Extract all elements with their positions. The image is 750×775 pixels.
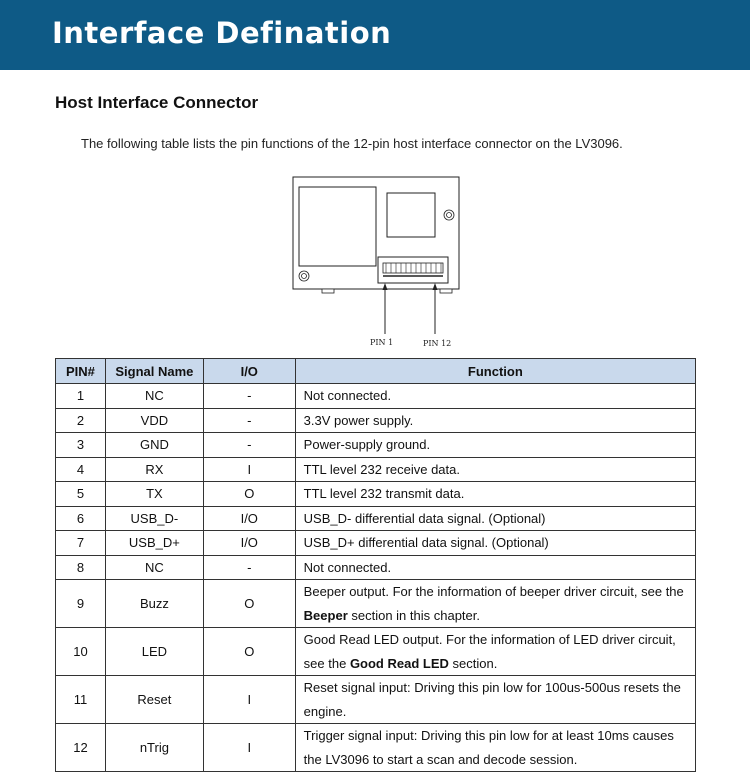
pin-number: 10 [56, 628, 106, 676]
section-title: Host Interface Connector [55, 93, 259, 112]
io-type: - [203, 555, 295, 580]
function-text: Beeper output. For the information of beeper driver circuit, see the [303, 584, 684, 599]
header-io: I/O [203, 359, 295, 384]
table-row [56, 457, 696, 482]
pin-number: 5 [56, 482, 106, 507]
function-text: section in this chapter. [347, 607, 480, 623]
io-type: I [203, 457, 295, 482]
function-text: section. [448, 655, 498, 671]
io-type: O [203, 628, 295, 676]
signal-name: LED [105, 628, 203, 676]
pin-number: 11 [56, 676, 106, 724]
banner-title: Interface Defination [52, 16, 392, 50]
table-row [56, 482, 696, 507]
io-type: O [203, 580, 295, 628]
pin12-label: PIN 12 [423, 339, 452, 348]
table-row [56, 628, 696, 676]
screw-icon [444, 210, 454, 220]
table-row [56, 408, 696, 433]
table-row [56, 555, 696, 580]
signal-name: NC [105, 384, 203, 409]
signal-name: GND [105, 433, 203, 458]
pin-number: 12 [56, 724, 106, 772]
function-emphasis: Good Read LED [349, 655, 449, 671]
header-pin: PIN# [56, 359, 106, 384]
pin-number: 2 [56, 408, 106, 433]
header-signal: Signal Name [105, 359, 203, 384]
function-desc: 3.3V power supply. [295, 408, 695, 433]
function-desc: Not connected. [295, 555, 695, 580]
io-type: I [203, 724, 295, 772]
screw-icon [299, 271, 309, 281]
function-desc: USB_D+ differential data signal. (Optional) [295, 531, 695, 556]
table-row [56, 676, 696, 724]
function-desc: Reset signal input: Driving this pin low for 100us-500us resets the engine. [295, 676, 695, 724]
table-row [56, 531, 696, 556]
signal-name: USB_D- [105, 506, 203, 531]
function-desc: Trigger signal input: Driving this pin low for at least 10ms causes the LV3096 to start a scan and decode session. [295, 724, 695, 772]
signal-name: nTrig [105, 724, 203, 772]
header-banner [0, 0, 750, 70]
signal-name: VDD [105, 408, 203, 433]
function-desc [295, 628, 695, 676]
pin-number: 6 [56, 506, 106, 531]
function-emphasis: Beeper [303, 607, 348, 623]
io-type: I [203, 676, 295, 724]
pin-number: 1 [56, 384, 106, 409]
table-row [56, 580, 696, 628]
header-function: Function [295, 359, 695, 384]
function-desc: Not connected. [295, 384, 695, 409]
function-desc: TTL level 232 transmit data. [295, 482, 695, 507]
pin-number: 8 [56, 555, 106, 580]
io-type: I/O [203, 506, 295, 531]
function-desc: USB_D- differential data signal. (Optional) [295, 506, 695, 531]
pin-number: 7 [56, 531, 106, 556]
pin-number: 3 [56, 433, 106, 458]
function-text: Good Read LED output. For the information of LED driver circuit, see the [303, 632, 676, 671]
pin-number: 9 [56, 580, 106, 628]
table-row [56, 384, 696, 409]
io-type: I/O [203, 531, 295, 556]
function-desc: TTL level 232 receive data. [295, 457, 695, 482]
io-type: - [203, 408, 295, 433]
signal-name: Reset [105, 676, 203, 724]
io-type: O [203, 482, 295, 507]
intro-text: The following table lists the pin functions of the 12-pin host interface connector on the LV3096. [81, 136, 623, 151]
connector-diagram [290, 174, 462, 352]
table-row [56, 506, 696, 531]
function-desc [295, 580, 695, 628]
table-header-row [56, 359, 696, 384]
signal-name: RX [105, 457, 203, 482]
function-desc: Power-supply ground. [295, 433, 695, 458]
table-row [56, 724, 696, 772]
io-type: - [203, 433, 295, 458]
pin1-label: PIN 1 [370, 338, 394, 347]
signal-name: Buzz [105, 580, 203, 628]
signal-name: TX [105, 482, 203, 507]
pin-number: 4 [56, 457, 106, 482]
pin-table [55, 358, 696, 772]
signal-name: NC [105, 555, 203, 580]
io-type: - [203, 384, 295, 409]
table-row [56, 433, 696, 458]
signal-name: USB_D+ [105, 531, 203, 556]
